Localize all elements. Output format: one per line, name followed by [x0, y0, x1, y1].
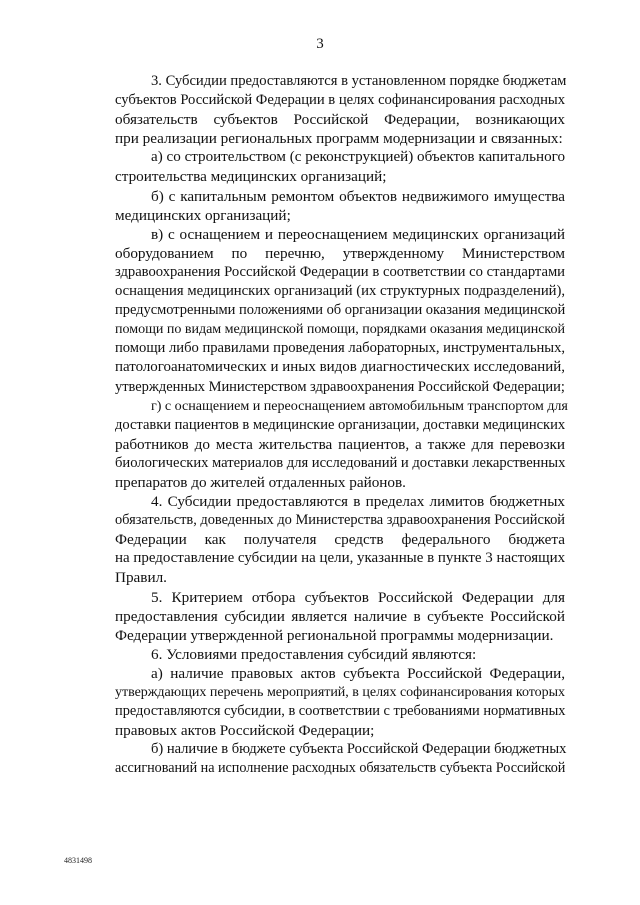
text-line: здравоохранения Российской Федерации в соответствии со стандартами: [115, 263, 565, 280]
paragraph-para-6a: [115, 664, 565, 740]
text-line: 6. Условиями предоставления субсидий являются:: [151, 645, 477, 663]
text-line: оборудованием по перечню, утвержденному Министерством: [115, 244, 565, 262]
paragraph-para-3a: [115, 148, 565, 186]
text-line: 5. Критерием отбора субъектов Российской Федерации для: [151, 588, 565, 606]
text-line: 3. Субсидии предоставляются в установленном порядке бюджетам: [151, 73, 567, 89]
text-line: Федерации утвержденной региональной программы модернизации.: [115, 626, 554, 644]
text-line: медицинских организаций;: [115, 206, 291, 224]
text-line: в) с оснащением и переоснащением медицинских организаций: [151, 225, 565, 243]
document-body: [115, 72, 568, 778]
text-line: на предоставление субсидии на цели, указанные в пункте 3 настоящих: [115, 550, 566, 567]
text-line: препаратов до жителей отдаленных районов.: [115, 473, 406, 491]
text-line: помощи либо правилами проведения лабораторных, инструментальных,: [115, 340, 565, 357]
text-line: оснащения медицинских организаций (их структурных подразделений),: [115, 283, 565, 300]
text-line: предоставляются субсидии, в соответствии с требованиями нормативных: [115, 703, 566, 720]
text-line: б) наличие в бюджете субъекта Российской Федерации бюджетных: [151, 741, 567, 758]
text-line: Правил.: [115, 569, 167, 587]
text-line: г) с оснащением и переоснащением автомобильным транспортом для: [151, 397, 568, 414]
text-line: при реализации региональных программ модернизации и связанных:: [115, 130, 563, 148]
text-line: помощи по видам медицинской помощи, порядками оказания медицинской: [115, 321, 565, 338]
text-line: работников до места жительства пациентов, а также для перевозки: [115, 435, 565, 453]
text-line: обязательств субъектов Российской Федерации, возникающих: [115, 111, 565, 129]
paragraph-para-6: [115, 645, 565, 664]
text-line: обязательств, доведенных до Министерства здравоохранения Российской: [115, 512, 565, 529]
paragraph-para-6b: [115, 740, 565, 778]
paragraph-para-3g: [115, 397, 568, 492]
paragraph-para-3b: [115, 187, 565, 225]
document-id: 4831498: [64, 856, 92, 865]
paragraph-para-3: [115, 72, 565, 148]
paragraph-para-4: [115, 492, 565, 587]
text-line: Федерации как получателя средств федерального бюджета: [115, 531, 565, 549]
text-line: ассигнований на исполнение расходных обязательств субъекта Российской: [115, 760, 566, 777]
text-line: предоставления субсидии является наличие в субъекте Российской: [115, 607, 565, 625]
text-line: субъектов Российской Федерации в целях софинансирования расходных: [115, 92, 565, 109]
text-line: б) с капитальным ремонтом объектов недвижимого имущества: [151, 187, 565, 205]
text-line: строительства медицинских организаций;: [115, 168, 387, 186]
text-line: утверждающих перечень мероприятий, в целях софинансирования которых: [115, 684, 565, 700]
text-line: правовых актов Российской Федерации;: [115, 722, 375, 740]
text-line: доставки пациентов в медицинские организации, доставки медицинских: [115, 416, 566, 433]
paragraph-para-5: [115, 588, 565, 645]
text-line: предусмотренными положениями об организации оказания медицинской: [115, 302, 566, 319]
text-line: а) со строительством (с реконструкцией) объектов капитального: [151, 149, 565, 166]
page-number: 3: [316, 36, 324, 52]
text-line: утвержденных Министерством здравоохранения Российской Федерации;: [115, 378, 565, 395]
text-line: патологоанатомических и иных видов диагностических исследований,: [115, 359, 565, 376]
paragraph-para-3v: [115, 225, 565, 397]
text-line: 4. Субсидии предоставляются в пределах лимитов бюджетных: [151, 493, 565, 511]
text-line: биологических материалов для исследований и доставки лекарственных: [115, 454, 566, 471]
text-line: а) наличие правовых актов субъекта Российской Федерации,: [151, 664, 565, 682]
